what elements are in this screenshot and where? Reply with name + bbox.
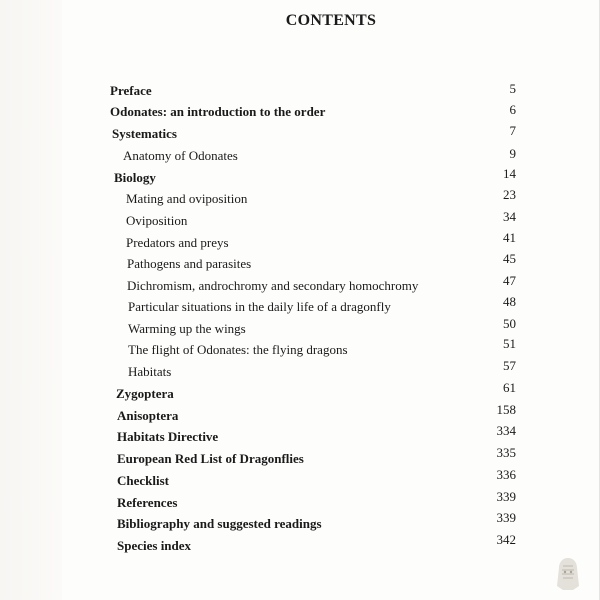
toc-label: Anisoptera [117,408,179,423]
toc-page-number: 48 [503,294,516,309]
toc-page-number: 7 [509,123,516,138]
toc-label: Systematics [112,126,177,141]
toc-label: Habitats [128,364,172,379]
toc-label: Predators and preys [126,235,229,250]
toc-entry-species-index [0,532,600,558]
toc-page-number: 45 [503,251,516,266]
toc-entry-introduction [0,104,600,124]
toc-label: Bibliography and suggested readings [117,516,322,531]
toc-page-number: 334 [496,423,516,438]
toc-page-number: 47 [503,273,516,288]
toc-label: Oviposition [126,213,188,228]
toc-label: Mating and oviposition [126,191,248,206]
toc-label: Species index [117,538,192,553]
toc-page-number: 34 [503,209,516,224]
toc-page-number: 339 [496,510,516,525]
toc-label: References [117,495,178,510]
toc-entry-mating [0,187,600,211]
toc-label: Pathogens and parasites [127,256,252,271]
toc-page-number: 336 [496,467,516,482]
toc-label: Biology [114,170,156,185]
toc-page-number: 23 [503,187,516,202]
toc-page-number: 339 [496,489,516,504]
toc-page-number: 342 [496,532,516,547]
toc-entry-systematics [0,123,600,146]
toc-page-number: 61 [503,380,516,395]
toc-entry-preface [0,83,600,103]
page-title: CONTENTS [285,12,377,29]
toc-label: The flight of Odonates: the flying dragons [128,342,348,357]
sphinx-watermark-icon [555,556,581,592]
toc-label: Zygoptera [116,386,174,401]
toc-page-number: 14 [503,166,516,181]
toc-page-number: 158 [496,402,516,417]
toc-label: Particular situations in the daily life of a dragonfly [128,299,391,314]
toc-page-number: 6 [509,102,516,117]
toc-label: European Red List of Dragonflies [117,451,304,466]
toc-page-number: 57 [503,358,516,373]
toc-page-number: 41 [503,230,516,245]
toc-page-number: 5 [509,81,516,96]
toc-label: Dichromism, androchromy and secondary homochromy [127,278,419,293]
toc-label: Habitats Directive [117,429,219,444]
toc-label: Preface [110,83,152,98]
toc-label: Checklist [117,473,169,488]
toc-page-number: 51 [503,336,516,351]
toc-label: Odonates: an introduction to the order [110,104,326,119]
toc-entry-anatomy [0,148,600,168]
toc-label: Anatomy of Odonates [123,148,238,163]
toc-page-number: 335 [496,445,516,460]
toc-page-number: 9 [509,146,516,161]
toc-label: Warming up the wings [128,321,246,336]
toc-page-number: 50 [503,316,516,331]
